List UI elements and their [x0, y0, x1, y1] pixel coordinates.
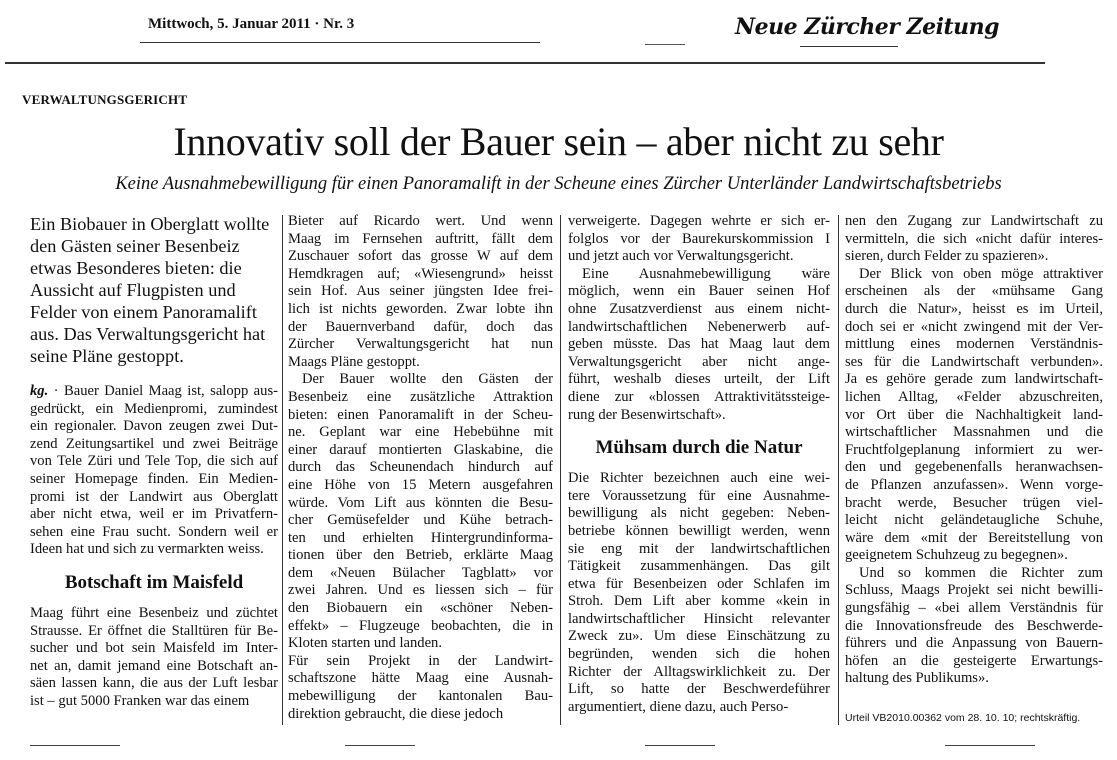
text-line: rung der Besenwirtschaft». [568, 406, 726, 423]
text-line: ohne Zusatzverdienst aus einem nicht- [568, 300, 830, 317]
text-line: Stroh. Dem Lift aber komme «kein in [568, 593, 830, 610]
text-line: den Biobauern ein «schöner Neben- [288, 600, 553, 617]
text-line: tionen über den Betrieb, erklärte Maag [288, 547, 553, 564]
text-line: Zweck zu». Um diese Einschätzung zu [568, 628, 830, 645]
text-line: eine Höhe von 15 Metern ausgefahren [288, 476, 553, 493]
text-line: ses für die Landwirtschaft verbunden». [845, 353, 1103, 370]
paragraph [568, 213, 830, 266]
text-line: vor Ort über die Nachhaltigkeit land- [845, 406, 1103, 423]
divider [645, 44, 685, 45]
text-line: direktion gebraucht, die diese jedoch [288, 705, 504, 722]
section-heading: Mühsam durch die Natur [595, 437, 803, 459]
text-line: ne. Geplant war eine Hebebühne mit [288, 424, 553, 441]
text-line: Lift, so hatte der Beschwerdeführer [568, 681, 830, 698]
text-line: argumentiert, diene dazu, auch Perso- [568, 698, 789, 715]
paragraph [845, 565, 1103, 688]
text-line: lichen Alltag, «Felder abzuschreiten, [845, 388, 1103, 405]
text-line: seine Pläne gestoppt. [30, 346, 184, 366]
text-line: sieren, durch Felder zu spazieren». [845, 248, 1049, 265]
text-line: Maags Pläne gestoppt. [288, 353, 420, 370]
text-line: Aussicht auf Flugpisten und [30, 280, 236, 300]
text-line: effekt» – Flugzeuge beobachten, die in [288, 617, 553, 634]
masthead-rule [800, 46, 898, 47]
text-line: Felder von einem Panoramalift [30, 302, 257, 322]
text-line: Hemdkragen auf; «Wiesengrund» heisst [288, 265, 553, 282]
text-line: sucher und bot sein Maisfeld im Inter- [30, 640, 278, 657]
text-line: de Pflanzen anzufassen». Wenn vorge- [845, 476, 1103, 493]
column-rule [282, 215, 283, 725]
text-line: Maag im Fernsehen auftritt, fällt dem [288, 230, 553, 247]
text-line: gedrückt, ein Medienpromi, zumindest [30, 400, 278, 417]
paragraph [30, 605, 278, 711]
text-line: ist – gut 5000 Franken war das einem [30, 692, 250, 709]
headline: Innovativ soll der Bauer sein – aber nicht zu sehr [173, 119, 944, 164]
column-rule [838, 215, 839, 725]
article-column-3 [568, 213, 830, 716]
text-line: landwirtschaftlichen Nebenerwerb auf- [568, 318, 830, 335]
article-column-4 [845, 213, 1103, 724]
text-line: den Gästen seiner Besenbeiz [30, 236, 240, 256]
paragraph [845, 213, 1103, 266]
paragraph [288, 213, 553, 371]
text-line: sein Hof. Aus seiner jüngsten Idee frei- [288, 283, 553, 300]
text-line: durch das Scheunendach hindurch auf [288, 459, 553, 476]
section-heading: Botschaft im Maisfeld [64, 571, 244, 593]
text-line: gungsfähig – «bei allem Verständnis für [845, 600, 1103, 617]
text-line: mittlung eines modernen Verständnis- [845, 336, 1103, 353]
paragraph [568, 266, 830, 424]
text-line: nen den Zugang zur Landwirtschaft zu [845, 213, 1103, 229]
text-line [30, 383, 278, 401]
text-line: lich ist nichts geworden. Zwar lobte ihn [288, 300, 553, 317]
text-line: mebewilligung der kantonalen Bau- [288, 688, 553, 705]
text-line: Ein Biobauer in Oberglatt wollte [30, 214, 270, 234]
text-line: geeignetem Schuhzeug zu begegnen». [845, 547, 1068, 564]
text-line: Maag führt eine Besenbeiz und züchtet [30, 604, 278, 621]
text-line: promi ist der Landwirt aus Oberglatt [30, 488, 278, 505]
author-byline: kg. [30, 383, 49, 399]
text-line: Richter der Alltagswirklichkeit zu. Der [568, 663, 830, 680]
section-rubric: VERWALTUNGSGERICHT [22, 92, 188, 107]
text-line: Tätigkeit zusammenhängen. Das gilt [568, 558, 830, 575]
text-line: den und gegebenenfalls heranwachsen- [845, 459, 1103, 476]
text-line: vermitteln, die sich «nicht dafür interes- [845, 230, 1103, 247]
text-line: haltung des Publikums». [845, 670, 989, 687]
text-line: und jetzt auch vor Verwaltungsgericht. [568, 248, 794, 265]
text-line: erscheinen als der «mühsame Gang [845, 283, 1103, 300]
text-line: bracht werde, Besucher trügen viel- [845, 494, 1103, 511]
court-citation: Urteil VB2010.00362 vom 28. 10. 10; rechtskräftig. [845, 712, 1081, 725]
text-line: doch sei er «nicht zwingend mit der Ver- [845, 318, 1103, 335]
text-line: etwa für Besenbeizen oder Schlafen im [568, 575, 830, 592]
text-line: ten und erhielten Hintergrundinforma- [288, 529, 553, 546]
text-line: zwei Jahren. Und es liessen sich – für [288, 582, 553, 599]
text-line: Ja es gehöre gerade zum landwirtschaft- [845, 371, 1103, 388]
text-line: führers und die Anpassung von Bauern- [845, 635, 1103, 652]
text-line: Schluss, Maags Projekt sei nicht bewilli- [845, 582, 1103, 599]
text-line: cher Gemüsefelder und Kühe betrach- [288, 512, 553, 529]
bottom-rule [645, 745, 715, 746]
text-line: durch die Natur», heisst es im Urteil, [845, 300, 1103, 317]
text-line: Strausse. Er öffnet die Stalltüren für Be- [30, 622, 278, 639]
text-line: Und so kommen die Richter zum [859, 564, 1103, 581]
text-line: diene zur «blossen Attraktivitätssteige- [568, 388, 830, 405]
text-line: leicht nicht geländetaugliche Schuhe, [845, 512, 1103, 529]
lead-paragraph [30, 213, 278, 367]
text-line: führt, weshalb dieses urteilt, der Lift [568, 371, 830, 388]
text-line: ein regionaler. Davon zeugen zwei Dut- [30, 418, 278, 435]
text-line: Fruchtfolgeplanung informiert zu wer- [845, 441, 1103, 458]
text-line: säen lassen kann, die aus der Luft lesbar [30, 675, 278, 692]
dateline: Mittwoch, 5. Januar 2011 · Nr. 3 [148, 16, 355, 32]
text-line: Kloten starten und landen. [288, 635, 443, 652]
text-line: wäre dem «mit der Bereitstellung von [845, 529, 1103, 546]
text-line: aus. Das Verwaltungsgericht hat [30, 324, 266, 344]
text-line: zend Zeitungsartikel und zwei Beiträge [30, 435, 278, 452]
text-line: landwirtschaftlicher Hinsicht relevanter [568, 610, 830, 627]
text-line: aber nicht etwa, weil er im Privatfern- [30, 506, 278, 523]
text-line: betriebe können bewilligt werden, wenn [568, 522, 830, 539]
text-line: Der Blick von oben möge attraktiver [859, 265, 1103, 282]
text-line: begründen, wenden sich die hohen [568, 646, 830, 663]
text-line: würde. Vom Lift aus könnten die Besu- [288, 494, 553, 511]
text-line: sehen eine Frau sucht. Sondern weil er [30, 523, 278, 540]
text-line: Zuschauer sofort das grosse W auf dem [288, 248, 553, 265]
text-line-content: · Bauer Daniel Maag ist, salopp aus- [48, 383, 278, 399]
text-line: Ideen hat und sich zu vermarkten weiss. [30, 541, 264, 558]
bottom-rule [30, 745, 120, 746]
text-line: Verwaltungsgericht aber nicht ange- [568, 353, 830, 370]
text-line: von Tele Züri und Tele Top, die sich auf [30, 453, 278, 470]
text-line: Der Bauer wollte den Gästen der [302, 371, 553, 388]
paragraph [288, 653, 553, 723]
text-line: schaftszone hätte Maag eine Ausnah- [288, 670, 553, 687]
dateline-rule [140, 42, 540, 43]
bottom-rule [945, 745, 1035, 746]
text-line: wirtschaftlicher Massnahmen und die [845, 424, 1103, 441]
text-line: einer darauf montierten Glaskabine, die [288, 441, 553, 458]
text-line: net an, damit jemand eine Botschaft an- [30, 657, 278, 674]
paragraph [30, 383, 278, 559]
text-line: dem «Neuen Bülacher Tagblatt» vor [288, 564, 553, 581]
text-line: folglos vor der Baurekurskommission I [568, 230, 830, 247]
text-line: verweigerte. Dagegen wehrte er sich er- [568, 213, 830, 229]
text-line: Besenbeiz eine zusätzliche Attraktion [288, 388, 553, 405]
text-line: bieten: einen Panoramalift in der Scheu- [288, 406, 553, 423]
paragraph [568, 470, 830, 716]
text-line: geben müsste. Das hat Maag laut dem [568, 336, 830, 353]
top-rule [5, 62, 1045, 64]
article-column-2 [288, 213, 553, 723]
subheadline: Keine Ausnahmebewilligung für einen Panoramalift in der Scheune eines Zürcher Unterländer Landwirtschaftsbetriebs [115, 174, 1002, 194]
text-line: etwas Besonderes bieten: die [30, 258, 242, 278]
text-line: der Bauernverband dafür, doch das [288, 318, 553, 335]
text-line: höfen an die gesteigerte Erwartungs- [845, 652, 1103, 669]
column-rule [560, 215, 561, 725]
text-line: Bieter auf Ricardo wert. Und wenn [288, 213, 553, 229]
text-line: Für sein Projekt in der Landwirt- [288, 652, 553, 669]
text-line: bewilligung als nicht gegeben: Neben- [568, 505, 830, 522]
text-line: möglich, wenn ein Bauer seinen Hof [568, 283, 830, 300]
text-line: tere Voraussetzung für eine Ausnahme- [568, 487, 830, 504]
paragraph [288, 371, 553, 653]
text-line: Die Richter bezeichnen auch eine wei- [568, 470, 830, 487]
text-line: Zürcher Verwaltungsgericht hat nun [288, 336, 553, 353]
paragraph [845, 266, 1103, 565]
article-column-1 [30, 213, 278, 711]
bottom-rule [345, 745, 415, 746]
newspaper-masthead: Neue Zürcher Zeitung [735, 14, 999, 40]
text-line: Eine Ausnahmebewilligung wäre [582, 265, 830, 282]
text-line: seiner Homepage finden. Ein Medien- [30, 470, 278, 487]
text-line: die Innovationsfreude des Beschwerde- [845, 617, 1103, 634]
text-line: sie eng mit der landwirtschaftlichen [568, 540, 830, 557]
